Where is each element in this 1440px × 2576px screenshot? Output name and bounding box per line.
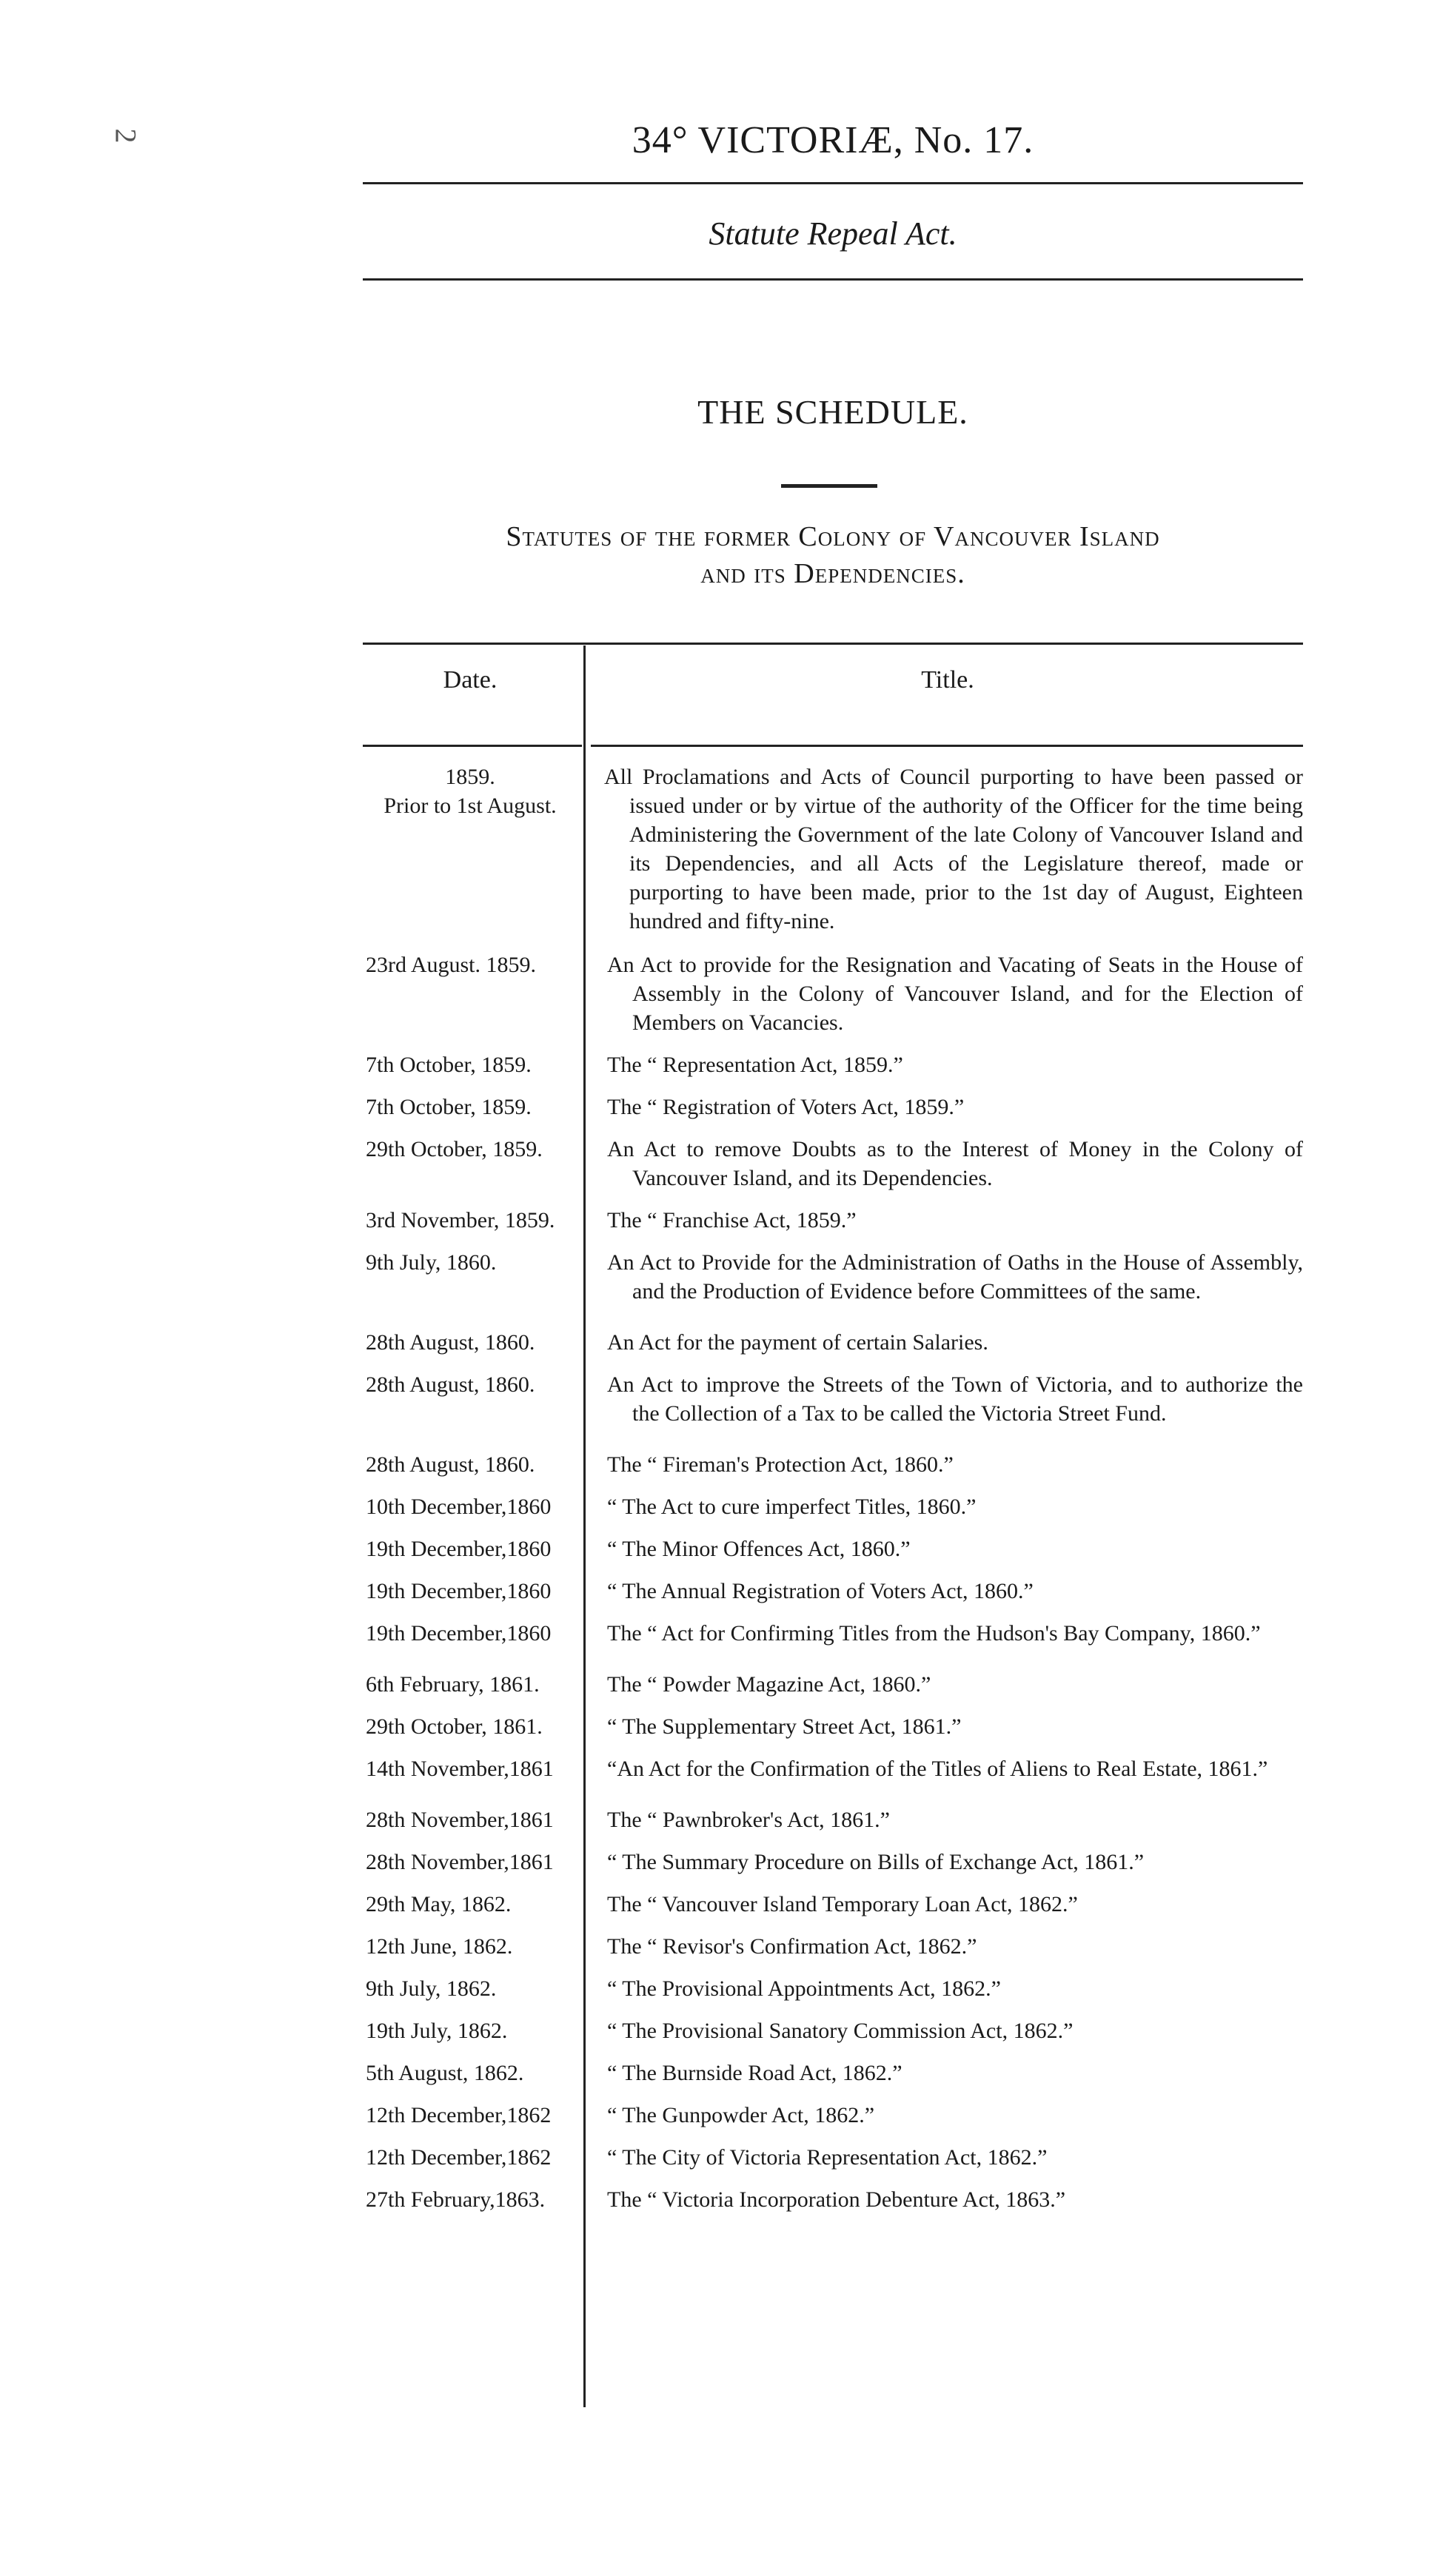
table-header-rule-left: [363, 745, 582, 747]
row-date: [363, 1577, 580, 1606]
table-row: [363, 1754, 1303, 1783]
table-row: [363, 1974, 1303, 2003]
table-row: [363, 1534, 1303, 1563]
table-row: [363, 2059, 1303, 2087]
row-date: [363, 1370, 580, 1428]
row-title: The “ Act for Confirming Titles from the Hudson's Bay Company, 1860.”: [607, 1621, 1261, 1646]
row-date: [363, 1135, 580, 1193]
row-date-line: 1859.: [445, 765, 495, 789]
row-title: “ The Supplementary Street Act, 1861.”: [607, 1714, 962, 1739]
table-row: [363, 1619, 1303, 1648]
row-date: [363, 1890, 580, 1919]
row-date-line: 19th July, 1862.: [366, 2019, 508, 2043]
row-date: [363, 1805, 580, 1834]
row-date: [363, 1248, 580, 1306]
table-row: [363, 1890, 1303, 1919]
row-title: All Proclamations and Acts of Council purporting to have been passed or issued under or by virtue of the authority of the Officer for the time being Administering the Government of the late Colony of Vancouver Island and its Dependencies, and all Acts of the Legislature thereof, made or purporting to have been made, prior to the 1st day of August, Eighteen hundred and fifty-nine.: [604, 765, 1303, 933]
row-title: “ The Provisional Appointments Act, 1862.”: [607, 1976, 1001, 2001]
title-column-header: Title.: [921, 666, 974, 694]
row-title: An Act to improve the Streets of the Town of Victoria, and to authorize the the Collection of a Tax to be called the Victoria Street Fund.: [607, 1372, 1303, 1426]
table-row: [363, 1805, 1303, 1834]
row-title: “ The Summary Procedure on Bills of Exchange Act, 1861.”: [607, 1850, 1145, 1874]
row-title: The “ Registration of Voters Act, 1859.”: [607, 1095, 965, 1119]
table-row: [363, 1492, 1303, 1521]
table-top-rule: [363, 643, 1303, 645]
short-title: Statute Repeal Act.: [709, 215, 957, 252]
row-date: [363, 1328, 580, 1357]
schedule-caption: [363, 518, 1303, 592]
row-date-line: 19th December,1860: [366, 1579, 552, 1603]
row-date: [363, 1974, 580, 2003]
row-date-line: 28th August, 1860.: [366, 1452, 535, 1477]
row-title: “ The Act to cure imperfect Titles, 1860.”: [607, 1495, 977, 1519]
table-row: [363, 2185, 1303, 2214]
schedule-title: THE SCHEDULE.: [697, 393, 968, 431]
page-marker: 2: [109, 128, 143, 144]
title-divider: [781, 484, 877, 488]
row-date: [363, 1093, 580, 1121]
table-row: [363, 1135, 1303, 1193]
row-title: “ The Burnside Road Act, 1862.”: [607, 2061, 902, 2085]
row-title: The “ Representation Act, 1859.”: [607, 1053, 903, 1077]
table-row: [363, 1577, 1303, 1606]
row-date: [363, 1534, 580, 1563]
date-column-header: Date.: [443, 666, 498, 694]
row-date-line: 9th July, 1860.: [366, 1250, 497, 1275]
row-date: [363, 2101, 580, 2130]
row-date-line: 28th August, 1860.: [366, 1330, 535, 1355]
row-date-line: 19th December,1860: [366, 1621, 552, 1646]
row-date-line: 28th August, 1860.: [366, 1372, 535, 1397]
row-date-line: 14th November,1861: [366, 1757, 554, 1781]
row-date-line: 12th June, 1862.: [366, 1934, 513, 1959]
table-row: [363, 1450, 1303, 1479]
row-date-line: 29th October, 1859.: [366, 1137, 543, 1161]
row-title: “ The City of Victoria Representation Act, 1862.”: [607, 2145, 1048, 2170]
row-date: [363, 1670, 580, 1699]
row-date: [363, 2059, 580, 2087]
row-title: “ The Gunpowder Act, 1862.”: [607, 2103, 875, 2127]
row-title: “An Act for the Confirmation of the Titles of Aliens to Real Estate, 1861.”: [607, 1757, 1268, 1781]
table-row: [363, 1050, 1303, 1079]
row-date-line-2: Prior to 1st August.: [384, 794, 557, 818]
table-row: [363, 1670, 1303, 1699]
row-date: [363, 1712, 580, 1741]
schedule-table: [363, 762, 1303, 2227]
row-title: An Act for the payment of certain Salaries.: [607, 1330, 988, 1355]
row-date-line: 7th October, 1859.: [366, 1053, 532, 1077]
caption-line-2: and its Dependencies.: [700, 558, 965, 589]
row-date-line: 12th December,1862: [366, 2103, 552, 2127]
table-row: [363, 1328, 1303, 1357]
row-date-line: 7th October, 1859.: [366, 1095, 532, 1119]
row-title: “ The Annual Registration of Voters Act, 1860.”: [607, 1579, 1034, 1603]
row-date-line: 27th February,1863.: [366, 2187, 546, 2212]
row-title: The “ Pawnbroker's Act, 1861.”: [607, 1808, 890, 1832]
row-title: “ The Provisional Sanatory Commission Act, 1862.”: [607, 2019, 1074, 2043]
row-date: [363, 1450, 580, 1479]
row-date: [363, 1754, 580, 1783]
row-date-line: 3rd November, 1859.: [366, 1208, 555, 1232]
table-row: [363, 1093, 1303, 1121]
header-rule: [363, 278, 1303, 281]
row-date-line: 23rd August. 1859.: [366, 953, 537, 977]
row-title: An Act to Provide for the Administration of Oaths in the House of Assembly, and the Production of Evidence before Committees of the same.: [607, 1250, 1303, 1304]
row-date-line: 5th August, 1862.: [366, 2061, 524, 2085]
table-row: [363, 1848, 1303, 1876]
row-date-line: 19th December,1860: [366, 1537, 552, 1561]
table-row: [363, 1206, 1303, 1235]
row-title: The “ Powder Magazine Act, 1860.”: [607, 1672, 931, 1697]
table-row: [363, 2101, 1303, 2130]
table-row: [363, 1932, 1303, 1961]
row-date-line: 6th February, 1861.: [366, 1672, 540, 1697]
row-date: [363, 1848, 580, 1876]
row-date-line: 12th December,1862: [366, 2145, 552, 2170]
table-row: [363, 2016, 1303, 2045]
row-title: The “ Franchise Act, 1859.”: [607, 1208, 857, 1232]
row-date: [363, 1050, 580, 1079]
table-row: [363, 1248, 1303, 1306]
row-date: [363, 1619, 580, 1648]
table-row: [363, 762, 1303, 936]
row-title: The “ Fireman's Protection Act, 1860.”: [607, 1452, 954, 1477]
row-title: The “ Victoria Incorporation Debenture Act, 1863.”: [607, 2187, 1066, 2212]
row-title: An Act to provide for the Resignation and Vacating of Seats in the House of Assembly in the Colony of Vancouver Island, and for the Election of Members on Vacancies.: [607, 953, 1303, 1035]
table-row: [363, 1712, 1303, 1741]
row-date-line: 29th May, 1862.: [366, 1892, 512, 1916]
row-title: The “ Revisor's Confirmation Act, 1862.”: [607, 1934, 977, 1959]
top-rule: [363, 182, 1303, 184]
row-date-line: 28th November,1861: [366, 1850, 554, 1874]
row-date: [363, 762, 577, 936]
row-date: [363, 2185, 580, 2214]
row-date: [363, 1206, 580, 1235]
row-title: “ The Minor Offences Act, 1860.”: [607, 1537, 911, 1561]
row-date: [363, 2143, 580, 2172]
row-title: An Act to remove Doubts as to the Interest of Money in the Colony of Vancouver Island, and its Dependencies.: [607, 1137, 1303, 1190]
row-date-line: 10th December,1860: [366, 1495, 552, 1519]
running-head: 34° VICTORIÆ, No. 17.: [632, 119, 1034, 161]
row-date: [363, 950, 580, 1037]
table-row: [363, 1370, 1303, 1428]
row-title: The “ Vancouver Island Temporary Loan Act, 1862.”: [607, 1892, 1078, 1916]
row-date-line: 28th November,1861: [366, 1808, 554, 1832]
caption-line-1: Statutes of the former Colony of Vancouver Island: [506, 521, 1160, 552]
row-date: [363, 1492, 580, 1521]
row-date-line: 9th July, 1862.: [366, 1976, 497, 2001]
table-header-rule-right: [591, 745, 1303, 747]
row-date-line: 29th October, 1861.: [366, 1714, 543, 1739]
row-date: [363, 2016, 580, 2045]
table-row: [363, 2143, 1303, 2172]
table-row: [363, 950, 1303, 1037]
row-date: [363, 1932, 580, 1961]
